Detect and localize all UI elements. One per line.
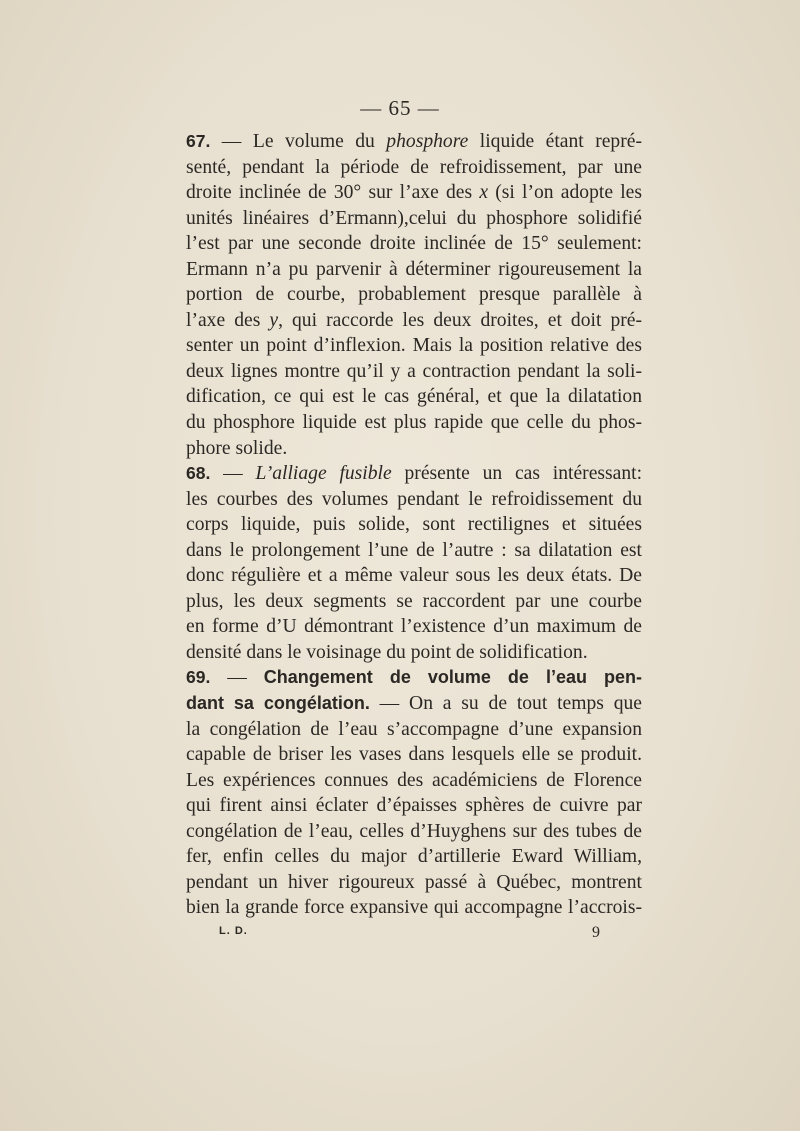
text-line: phore solide.: [186, 437, 288, 459]
italic-term: L’alliage fusible: [255, 463, 392, 485]
text-line: dans le prolongement l’une de l’autre : sa dilatation est: [186, 539, 642, 561]
text-line: plus, les deux segments se raccordent par une courbe: [186, 590, 642, 612]
text-line: l’est par une seconde droite inclinée de 15° seulement:: [186, 233, 642, 255]
text-line: pendant un hiver rigoureux passé à Québec, montrent: [186, 871, 642, 893]
text-line: en forme d’U démontrant l’existence d’un maximum de: [186, 616, 642, 638]
paragraph-69-line: 69. — Changement de volume de l’eau pen-: [186, 667, 642, 689]
text-line: l’axe des y, qui raccorde les deux droites, et doit pré-: [186, 309, 642, 331]
printer-signature: L. D.: [219, 925, 248, 937]
paragraph-number: 68.: [186, 463, 211, 484]
text-line: les courbes des volumes pendant le refroidissement du: [186, 488, 642, 510]
text-line: du phosphore liquide est plus rapide que celle du phos-: [186, 412, 642, 434]
text-line: portion de courbe, probablement presque parallèle à: [186, 284, 642, 306]
body-text: [186, 129, 642, 921]
text-line: fer, enfin celles du major d’artillerie Eward William,: [186, 846, 642, 868]
text-line: unités linéaires d’Ermann),celui du phosphore solidifié: [186, 207, 642, 229]
text-line: densité dans le voisinage du point de solidification.: [186, 641, 588, 663]
text-line: qui firent ainsi éclater d’épaisses sphères de cuivre par: [186, 795, 642, 817]
math-variable: y: [269, 309, 279, 331]
paragraph-number: 67.: [186, 131, 211, 151]
text-line: deux lignes montre qu’il y a contraction pendant la soli-: [186, 360, 642, 382]
text-line: Ermann n’a pu parvenir à déterminer rigoureusement la: [186, 258, 642, 280]
text-line: donc régulière et a même valeur sous les deux états. De: [186, 565, 642, 587]
text-line: dant sa congélation. — On a su de tout temps que: [186, 693, 642, 715]
text-line: capable de briser les vases dans lesquels elle se produit.: [186, 744, 642, 766]
text-line: dification, ce qui est le cas général, et que la dilatation: [186, 386, 642, 408]
text-line: senté, pendant la période de refroidissement, par une: [186, 156, 642, 178]
page-number: — 65 —: [360, 96, 440, 120]
paragraph-67-line: 67. — Le volume du phosphore liquide étant repré-: [186, 131, 642, 152]
section-heading: dant sa congélation.: [186, 693, 370, 714]
paragraph-68-line: 68. — L’alliage fusible présente un cas intéressant:: [186, 463, 643, 485]
text-line: droite inclinée de 30° sur l’axe des x (si l’on adopte les: [186, 182, 642, 204]
text-line: bien la grande force expansive qui accompagne l’accrois-: [186, 897, 642, 919]
text-line: corps liquide, puis solide, sont rectilignes et situées: [186, 514, 642, 536]
text-line: congélation de l’eau, celles d’Huyghens sur des tubes de: [186, 820, 642, 842]
text-line: senter un point d’inflexion. Mais la position relative des: [186, 335, 642, 357]
italic-term: phosphore: [386, 131, 469, 152]
paragraph-number: 69.: [186, 667, 211, 688]
section-heading: Changement de volume de l’eau pen-: [263, 667, 642, 688]
text-line: Les expériences connues des académiciens de Florence: [186, 769, 642, 791]
text-line: la congélation de l’eau s’accompagne d’une expansion: [186, 718, 642, 740]
sheet-number: 9: [592, 924, 600, 941]
math-variable: x: [479, 182, 489, 204]
